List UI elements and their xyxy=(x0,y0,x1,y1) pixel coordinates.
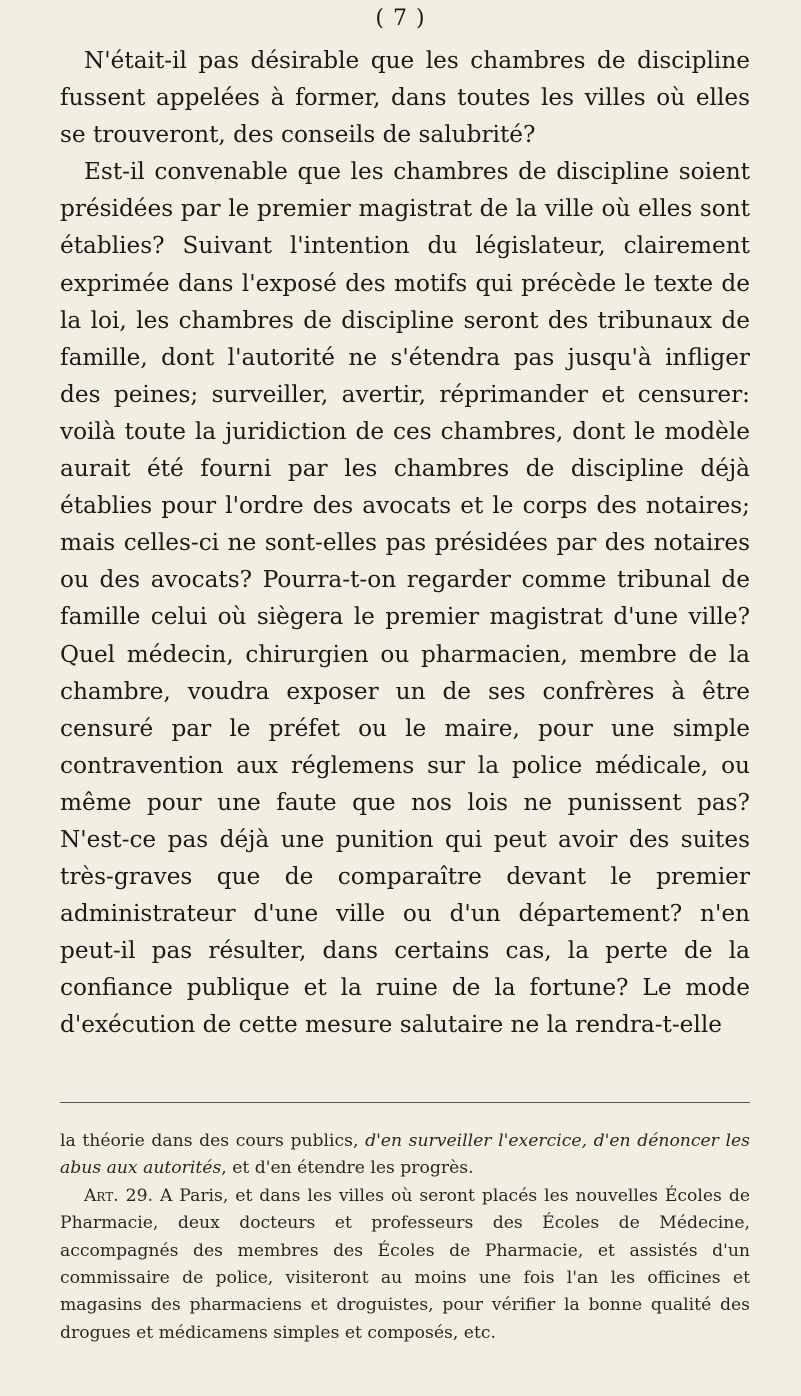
footnote-text: la théorie dans des cours publics, xyxy=(60,1131,366,1151)
paragraph: Est-il convenable que les chambres de discipline soient présidées par le premier magistrat de la ville où elles sont établies? Suivant l'intention du législateur, clairement exprimée dans l'exposé des motifs qui précède le texte de la loi, les chambres de discipline seront des tribunaux de famille, dont l'autorité ne s'étendra pas jusqu'à infliger des peines; surveiller, avertir, réprimander et censurer: voilà toute la juridiction de ces chambres, dont le modèle aurait été fourni par les chambres de discipline déjà établies pour l'ordre des avocats et le corps des notaires; mais celles-ci ne sont-elles pas présidées par des notaires ou des avocats? Pourra-t-on regarder comme tribunal de famille celui où siègera le premier magistrat d'une ville? Quel médecin, chirurgien ou pharmacien, membre de la chambre, voudra exposer un de ses confrères à être censuré par le préfet ou le maire, pour une simple contravention aux réglemens sur la police médicale, ou même pour une faute que nos lois ne punissent pas? N'est-ce pas déjà une punition qui peut avoir des suites très-graves que de comparaître devant le premier administrateur d'une ville ou d'un département? n'en peut-il pas résulter, dans certains cas, la perte de la confiance publique et la ruine de la fortune? Le mode d'exécution de cette mesure salutaire ne la rendra-t-elle xyxy=(60,158,750,1039)
main-text xyxy=(60,42,750,1044)
footnote-article xyxy=(60,1183,750,1347)
footnote-text: , et d'en étendre les progrès. xyxy=(221,1158,474,1179)
paragraph: N'était-il pas désirable que les chambres de discipline fussent appelées à former, dans toutes les villes où elles se trouveront, des conseils de salubrité? xyxy=(60,47,750,149)
footnote-divider xyxy=(60,1102,750,1103)
article-text: 29. A Paris, et dans les villes où seront placés les nouvelles Écoles de Pharmacie, deux docteurs et professeurs des Écoles de Médecine, accompagnés des membres des Écoles de Pharmacie, et assistés d'un commissaire de police, visiteront au moins une fois l'an les officines et magasins des pharmaciens et droguistes, pour vérifier la bonne qualité des drogues et médicamens simples et composés, etc. xyxy=(60,1185,750,1343)
article-label: Art. xyxy=(84,1185,119,1206)
page-number: ( 7 ) xyxy=(375,6,426,31)
footnote xyxy=(60,1128,750,1347)
footnote-continuation xyxy=(60,1128,750,1183)
footnote-italic-text: d'en surveiller l'exercice, d'en dénoncer les abus aux autorités xyxy=(60,1131,750,1179)
